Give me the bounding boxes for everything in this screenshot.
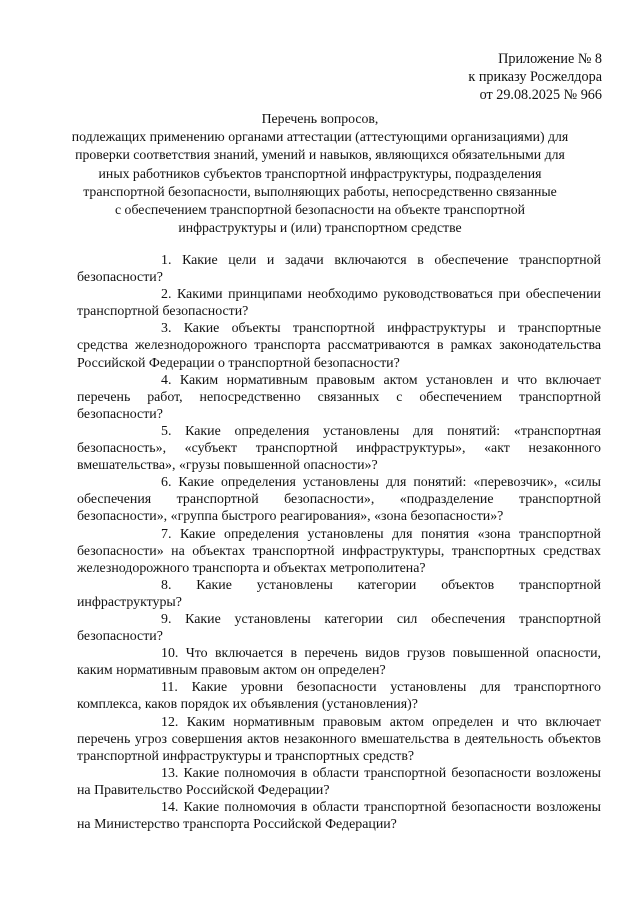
- question-text: Какие определения установлены для понятий: «перевозчик», «силы обеспечения транспортной безопасности», «подразделение транспортной безопасности», «группа быстрого реагирования», «зона безопасности»?: [77, 475, 601, 525]
- title-line: иных работников субъектов транспортной инфраструктуры, подразделения: [98, 165, 542, 181]
- question-text: Что включается в перечень видов грузов повышенной опасности, каким нормативным правовым актом он определен?: [77, 646, 601, 679]
- question-number: 1.: [161, 253, 172, 268]
- question-text: Какие объекты транспортной инфраструктуры и транспортные средства железнодорожного транспорта рассматриваются в рамках законодательства Российской Федерации о транспортной безопасности?: [77, 321, 601, 371]
- question-number: 9.: [161, 611, 172, 627]
- title-line: инфраструктуры и (или) транспортном средстве: [178, 220, 462, 236]
- question-text: Какие полномочия в области транспортной безопасности возложены на Министерство транспорта Российской Федерации?: [77, 800, 601, 833]
- title-line: подлежащих применению органами аттестации (аттестующими организациями) для: [71, 129, 569, 145]
- question-text: Какие определения установлены для понятий: «транспортная безопасность», «субъект транспортной инфраструктуры», «акт незаконного вмешательства», «грузы повышенной опасности»?: [77, 423, 601, 474]
- question-text: Какие уровни безопасности установлены для транспортного комплекса, каков порядок их объявления (установления)?: [77, 680, 601, 713]
- question-number: 10.: [161, 646, 179, 662]
- question-text: Какие установлены категории объектов транспортной инфраструктуры?: [77, 577, 601, 610]
- title-line: проверки соответствия знаний, умений и навыков, являющихся обязательными для: [75, 147, 565, 163]
- question-text: Какие цели и задачи включаются в обеспечение транспортной безопасности?: [77, 253, 601, 286]
- question-item: [77, 320, 601, 371]
- question-item: [77, 645, 601, 679]
- question-number: 3.: [161, 321, 172, 337]
- question-number: 14.: [161, 800, 179, 815]
- title-line: транспортной безопасности, выполняющих работы, непосредственно связанные: [83, 183, 557, 199]
- title-line: с обеспечением транспортной безопасности на объекте транспортной: [114, 202, 526, 218]
- question-item: [77, 714, 601, 765]
- question-text: Каким нормативным правовым актом определен и что включает перечень угроз совершения актов незаконного вмешательства в деятельность объектов транспортной инфраструктуры и транспортных средств?: [77, 714, 601, 764]
- title-line: Перечень вопросов,: [261, 111, 379, 126]
- question-text: Какие установлены категории сил обеспечения транспортной безопасности?: [77, 611, 601, 645]
- question-item: [77, 252, 601, 286]
- question-text: Какие полномочия в области транспортной безопасности возложены на Правительство Российской Федерации?: [77, 765, 601, 798]
- question-item: [77, 611, 601, 645]
- question-text: Какими принципами необходимо руководствоваться при обеспечении транспортной безопасности?: [77, 287, 601, 320]
- question-number: 7.: [161, 526, 172, 542]
- question-list: [77, 252, 601, 833]
- appendix-order-date: от 29.08.2025 № 966: [479, 87, 602, 103]
- appendix-number: Приложение № 8: [498, 51, 602, 67]
- question-number: 13.: [161, 765, 179, 781]
- question-item: [77, 423, 601, 474]
- question-item: [77, 372, 601, 423]
- question-number: 11.: [161, 680, 178, 696]
- question-item: [77, 286, 601, 320]
- question-number: 4.: [161, 372, 172, 388]
- appendix-order-ref: к приказу Росжелдора: [468, 69, 602, 85]
- question-text: Какие определения установлены для понятия «зона транспортной безопасности» на объектах транспортной инфраструктуры, транспортных средствах железнодорожного транспорта и объектах метрополитена?: [77, 526, 601, 576]
- question-number: 8.: [161, 577, 172, 593]
- question-number: 12.: [161, 714, 179, 730]
- document-title: [40, 110, 600, 237]
- question-number: 5.: [161, 423, 172, 439]
- question-item: [77, 765, 601, 799]
- appendix-header: [468, 50, 602, 104]
- question-item: [77, 474, 601, 525]
- question-item: [77, 799, 601, 833]
- question-number: 2.: [161, 287, 172, 303]
- question-item: [77, 526, 601, 577]
- question-item: [77, 577, 601, 611]
- question-item: [77, 679, 601, 713]
- question-text: Каким нормативным правовым актом установлен и что включает перечень работ, непосредственно связанных с обеспечением транспортной безопасности?: [77, 372, 601, 422]
- question-number: 6.: [161, 475, 172, 491]
